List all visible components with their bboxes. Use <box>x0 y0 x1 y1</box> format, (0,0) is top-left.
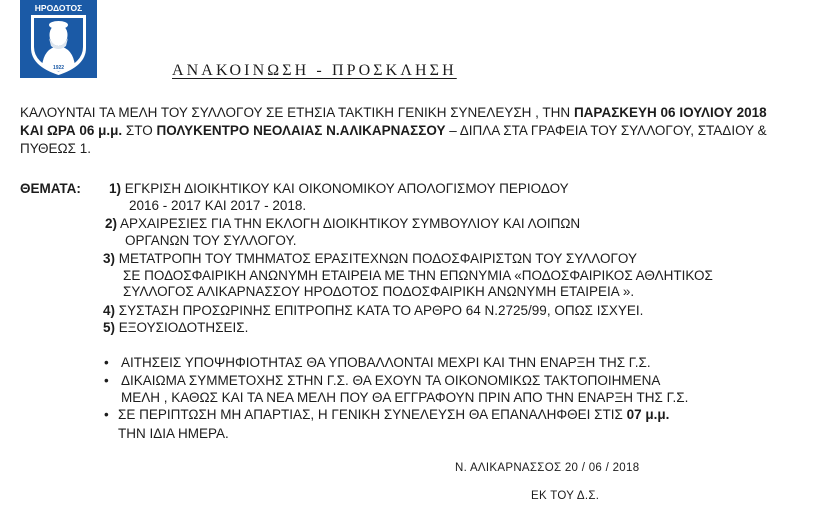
bullet-icon: • <box>104 407 109 422</box>
note-text: ΜΕΛΗ , ΚΑΘΩΣ ΚΑΙ ΤΑ ΝΕΑ ΜΕΛΗ ΠΟΥ ΘΑ ΕΓΓΡΑΦΟΥΝ ΠΡΙΝ ΑΠΟ ΤΗΝ ΕΝΑΡΞΗ ΤΗΣ Γ.Σ. <box>121 390 689 405</box>
topic-text-cont: ΣΕ ΠΟΔΟΣΦΑΙΡΙΚΗ ΑΝΩΝΥΜΗ ΕΤΑΙΡΕΙΑ ΜΕ ΤΗΝ ΕΠΩΝΥΜΙΑ «ΠΟΔΟΣΦΑΙΡΙΚΟΣ ΑΘΛΗΤΙΚΟΣ <box>123 267 713 283</box>
logo-text: ΗΡΟΔΟΤΟΣ <box>34 3 83 13</box>
topic-number: 4) <box>103 303 116 318</box>
note-text: ΔΙΚΑΙΩΜΑ ΣΥΜΜΕΤΟΧΗΣ ΣΤΗΝ Γ.Σ. ΘΑ ΕΧΟΥΝ ΤΑ ΟΙΚΟΝΟΜΙΚΩΣ ΤΑΚΤΟΠΟΙΗΜΕΝΑ <box>121 373 661 388</box>
intro-paragraph <box>20 104 790 158</box>
topic-text: ΣΥΣΤΑΣΗ ΠΡΟΣΩΡΙΝΗΣ ΕΠΙΤΡΟΠΗΣ ΚΑΤΑ ΤΟ ΑΡΘΡΟ 64 Ν.2725/99, ΟΠΩΣ ΙΣΧΥΕΙ. <box>118 303 644 318</box>
topic-text: ΜΕΤΑΤΡΟΠΗ ΤΟΥ ΤΜΗΜΑΤΟΣ ΕΡΑΣΙΤΕΧΝΩΝ ΠΟΔΟΣΦΑΙΡΙΣΤΩΝ ΤΟΥ ΣΥΛΛΟΓΟΥ <box>118 251 637 266</box>
bullet-icon: • <box>104 373 109 388</box>
note-text: ΑΙΤΗΣΕΙΣ ΥΠΟΨΗΦΙΟΤΗΤΑΣ ΘΑ ΥΠΟΒΑΛΛΟΝΤΑΙ ΜΕΧΡΙ ΚΑΙ ΤΗΝ ΕΝΑΡΞΗ ΤΗΣ Γ.Σ. <box>121 355 651 370</box>
topic-item-3 <box>103 251 713 301</box>
note-quorum-time: 07 μ.μ. <box>626 407 670 422</box>
intro-text-3: – ΔΙΠΛΑ ΣΤΑ ΓΡΑΦΕΙΑ ΤΟΥ ΣΥΛΛΟΓΟΥ, ΣΤΑΔΙΟΥ & ΠΥΘΕΩΣ 1. <box>20 123 767 156</box>
topic-text: ΕΓΚΡΙΣΗ ΔΙΟΙΚΗΤΙΚΟΥ ΚΑΙ ΟΙΚΟΝΟΜΙΚΟΥ ΑΠΟΛΟΓΙΣΜΟΥ ΠΕΡΙΟΔΟΥ <box>124 181 569 196</box>
intro-date: ΠΑΡΑΣΚΕΥΗ 06 ΙΟΥΛΙΟΥ 2018 ΚΑΙ ΩΡΑ 06 μ.μ. <box>20 105 767 138</box>
topic-item-1 <box>109 181 569 214</box>
topic-text-cont: ΟΡΓΑΝΩΝ ΤΟΥ ΣΥΛΛΟΓΟΥ. <box>125 232 297 248</box>
topic-text: ΕΞΟΥΣΙΟΔΟΤΗΣΕΙΣ. <box>118 320 249 335</box>
topic-item-5 <box>103 320 248 337</box>
logo-year: 1922 <box>52 65 65 71</box>
bullet-icon: • <box>104 355 109 370</box>
topic-item-4 <box>103 303 643 320</box>
topic-number: 1) <box>109 181 122 196</box>
signature: ΕΚ ΤΟΥ Δ.Σ. <box>531 490 600 502</box>
topic-text-cont: ΣΥΛΛΟΓΟΣ ΑΛΙΚΑΡΝΑΣΣΟΥ ΗΡΟΔΟΤΟΣ ΠΟΔΟΣΦΑΙΡΙΚΗ ΑΝΩΝΥΜΗ ΕΤΑΙΡΕΙΑ ». <box>123 284 635 299</box>
topics-label: ΘΕΜΑΤΑ: <box>20 181 81 196</box>
document-title: ΑΝΑΚΟΙΝΩΣΗ - ΠΡΟΣΚΛΗΣΗ <box>172 62 457 79</box>
topic-number: 5) <box>103 320 116 335</box>
topic-number: 3) <box>103 251 116 266</box>
intro-text-1: ΚΑΛΟΥΝΤΑΙ ΤΑ ΜΕΛΗ ΤΟΥ ΣΥΛΛΟΓΟΥ ΣΕ ΕΤΗΣΙΑ ΤΑΚΤΙΚΗ ΓΕΝΙΚΗ ΣΥΝΕΛΕΥΣΗ , ΤΗΝ <box>20 105 574 120</box>
note-text <box>118 407 669 424</box>
topic-number: 2) <box>105 216 118 231</box>
club-emblem-icon <box>20 0 97 78</box>
topic-text-cont: 2016 - 2017 ΚΑΙ 2017 - 2018. <box>129 197 307 213</box>
intro-venue: ΠΟΛΥΚΕΝΤΡΟ ΝΕΟΛΑΙΑΣ Ν.ΑΛΙΚΑΡΝΑΣΣΟΥ <box>156 123 446 138</box>
place-date: Ν. ΑΛΙΚΑΡΝΑΣΣΟΣ 20 / 06 / 2018 <box>455 462 640 474</box>
topic-text: ΑΡΧΑΙΡΕΣΙΕΣ ΓΙΑ ΤΗΝ ΕΚΛΟΓΗ ΔΙΟΙΚΗΤΙΚΟΥ ΣΥΜΒΟΥΛΙΟΥ ΚΑΙ ΛΟΙΠΩΝ <box>120 216 581 231</box>
note-text: ΤΗΝ ΙΔΙΑ ΗΜΕΡΑ. <box>118 426 229 441</box>
club-logo <box>20 0 97 78</box>
topic-item-2 <box>105 216 580 249</box>
note-quorum-text: ΣΕ ΠΕΡΙΠΤΩΣΗ ΜΗ ΑΠΑΡΤΙΑΣ, Η ΓΕΝΙΚΗ ΣΥΝΕΛΕΥΣΗ ΘΑ ΕΠΑΝΑΛΗΦΘΕΙ ΣΤΙΣ <box>118 407 627 422</box>
intro-text-2: ΣΤΟ <box>122 123 157 138</box>
